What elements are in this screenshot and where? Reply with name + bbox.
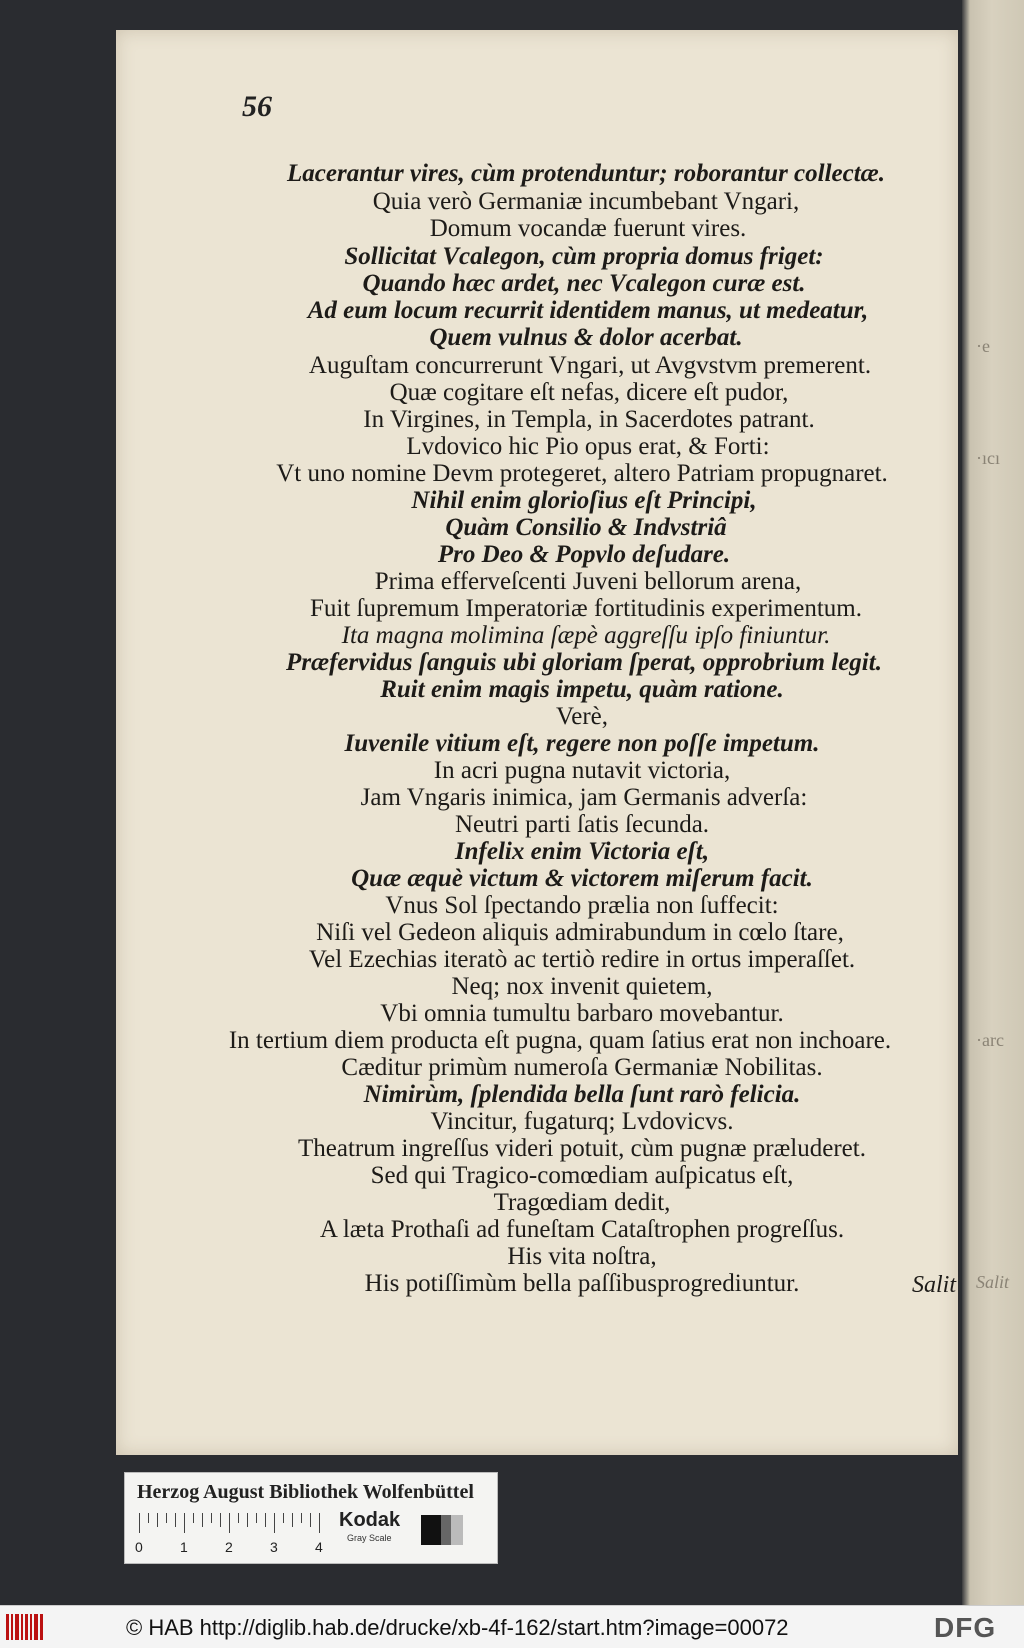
text-line: Vel Ezechias iteratò ac tertiò redire in ortus imperaſſet. (308, 946, 856, 973)
ruler-tick (265, 1513, 266, 1527)
gray-scale-label: Gray Scale (347, 1533, 392, 1543)
ruler-tick (256, 1513, 257, 1523)
text-line: Fuit ſupremum Imperatoriæ fortitudinis experimentum. (310, 595, 862, 622)
gray-swatch-black (421, 1515, 441, 1545)
text-line: Niſi vel Gedeon aliquis admirabundum in cœlo ſtare, (316, 919, 844, 946)
text-line: Tragœdiam dedit, (493, 1189, 671, 1216)
next-page-edge (962, 0, 1024, 1605)
text-line: His potiſſimùm bella paſſibusprogrediuntur. (364, 1270, 800, 1297)
ruler-tick (247, 1513, 248, 1527)
text-line: Quæ æquè victum & victorem miſerum facit. (351, 865, 813, 892)
ruler-tick (211, 1513, 212, 1523)
text-line: Ita magna molimina ſæpè aggreſſu ipſo finiuntur. (341, 622, 831, 649)
edge-mark: ·arc (976, 1030, 1004, 1050)
text-line: Quàm Consilio & Indvstriâ (445, 514, 727, 541)
ruler-tick (184, 1513, 185, 1533)
ruler-tick (193, 1513, 194, 1523)
ruler-tick (166, 1513, 167, 1523)
ruler-tick (148, 1513, 149, 1523)
edge-mark: ·e (976, 336, 990, 356)
ruler-tick (229, 1513, 230, 1533)
text-line: Nihil enim glorioſius eſt Principi, (411, 487, 757, 514)
text-line: Pro Deo & Popvlo deſudare. (437, 541, 731, 568)
text-line: Jam Vngaris inimica, jam Germanis adverſa: (360, 784, 808, 811)
text-line: Sed qui Tragico-comœdiam auſpicatus eſt, (370, 1162, 794, 1189)
color-target-card (124, 1472, 498, 1564)
ruler-tick (202, 1513, 203, 1527)
ruler-number: 3 (270, 1539, 278, 1555)
text-line: Præfervidus ſanguis ubi gloriam ſperat, opprobrium legit. (286, 649, 882, 676)
margin-note: Salit (912, 1272, 957, 1298)
ruler-tick (292, 1513, 293, 1527)
ruler-number: 0 (135, 1539, 143, 1555)
hab-barcode-icon (6, 1614, 46, 1640)
text-line: Neq; nox invenit quietem, (451, 973, 713, 1000)
kodak-label: Kodak (339, 1509, 401, 1531)
ruler-tick (301, 1513, 302, 1523)
text-line: Auguſtam concurrerunt Vngari, ut Avgvstvm premerent. (308, 352, 872, 379)
text-line: His vita noſtra, (507, 1243, 657, 1270)
text-line: Prima efferveſcenti Juveni bellorum arena, (374, 568, 802, 595)
ruler-tick (310, 1513, 311, 1527)
text-line: Quia verò Germaniæ incumbebant Vngari, (372, 188, 800, 215)
ruler (139, 1513, 319, 1533)
book-page (116, 30, 958, 1455)
text-line: In Virgines, in Templa, in Sacerdotes patrant. (363, 406, 815, 433)
text-line: Vbi omnia tumultu barbaro movebantur. (380, 1000, 784, 1027)
text-line: Verè, (555, 703, 609, 730)
library-name: Herzog August Bibliothek Wolfenbüttel (137, 1481, 474, 1503)
ruler-tick (238, 1513, 239, 1523)
ruler-number: 2 (225, 1539, 233, 1555)
ruler-tick (139, 1513, 140, 1533)
text-line: Quem vulnus & dolor acerbat. (429, 324, 743, 351)
ruler-tick (157, 1513, 158, 1527)
text-line: Theatrum ingreſſus videri potuit, cùm pugnæ præluderet. (298, 1135, 866, 1162)
text-line: Quæ cogitare eſt nefas, dicere eſt pudor, (389, 379, 789, 406)
ruler-tick (319, 1513, 320, 1533)
ruler-tick (175, 1513, 176, 1527)
ruler-tick (220, 1513, 221, 1527)
text-line: Sollicitat Vcalegon, cùm propria domus friget: (344, 243, 824, 270)
ruler-tick (283, 1513, 284, 1523)
edge-mark: Salit (976, 1272, 1010, 1292)
text-line: Vincitur, fugaturq; Lvdovicvs. (430, 1108, 734, 1135)
copyright-link[interactable]: © HAB http://diglib.hab.de/drucke/xb-4f-162/start.htm?image=00072 (126, 1615, 789, 1640)
page-number: 56 (242, 90, 272, 123)
text-line: Vnus Sol ſpectando prælia non ſuffecit: (385, 892, 779, 919)
text-line: In tertium diem producta eſt pugna, quam ſatius erat non inchoare. (228, 1027, 892, 1054)
text-line: A læta Prothaſi ad funeſtam Cataſtrophen progreſſus. (319, 1216, 845, 1243)
ruler-tick (274, 1513, 275, 1533)
text-line: Domum vocandæ fuerunt vires. (429, 215, 747, 242)
ruler-number: 4 (315, 1539, 323, 1555)
text-line: Iuvenile vitium eſt, regere non poſſe impetum. (344, 730, 820, 757)
dfg-logo: DFG (934, 1612, 997, 1643)
text-line: Ad eum locum recurrit identidem manus, ut medeatur, (307, 297, 869, 324)
text-line: Ruit enim magis impetu, quàm ratione. (380, 676, 784, 703)
text-line: Cæditur primùm numeroſa Germaniæ Nobilitas. (341, 1054, 823, 1081)
edge-mark: ·ıcı (976, 448, 1000, 468)
gray-swatch-light (451, 1515, 463, 1545)
text-line: Neutri parti ſatis ſecunda. (454, 811, 710, 838)
text-line: In acri pugna nutavit victoria, (433, 757, 731, 784)
text-line: Infelix enim Victoria eſt, (454, 838, 710, 865)
text-line: Quando hæc ardet, nec Vcalegon curæ est. (362, 270, 806, 297)
text-line: Vt uno nomine Devm protegeret, altero Patriam propugnaret. (276, 460, 888, 487)
text-line: Lacerantur vires, cùm protenduntur; roborantur collectæ. (287, 160, 885, 187)
text-line: Nimirùm, ſplendida bella ſunt rarò felicia. (363, 1081, 801, 1108)
ruler-number: 1 (180, 1539, 188, 1555)
text-line: Lvdovico hic Pio opus erat, & Forti: (406, 433, 770, 460)
viewer-footer (0, 1605, 1024, 1648)
gray-swatch-mid (441, 1515, 451, 1545)
